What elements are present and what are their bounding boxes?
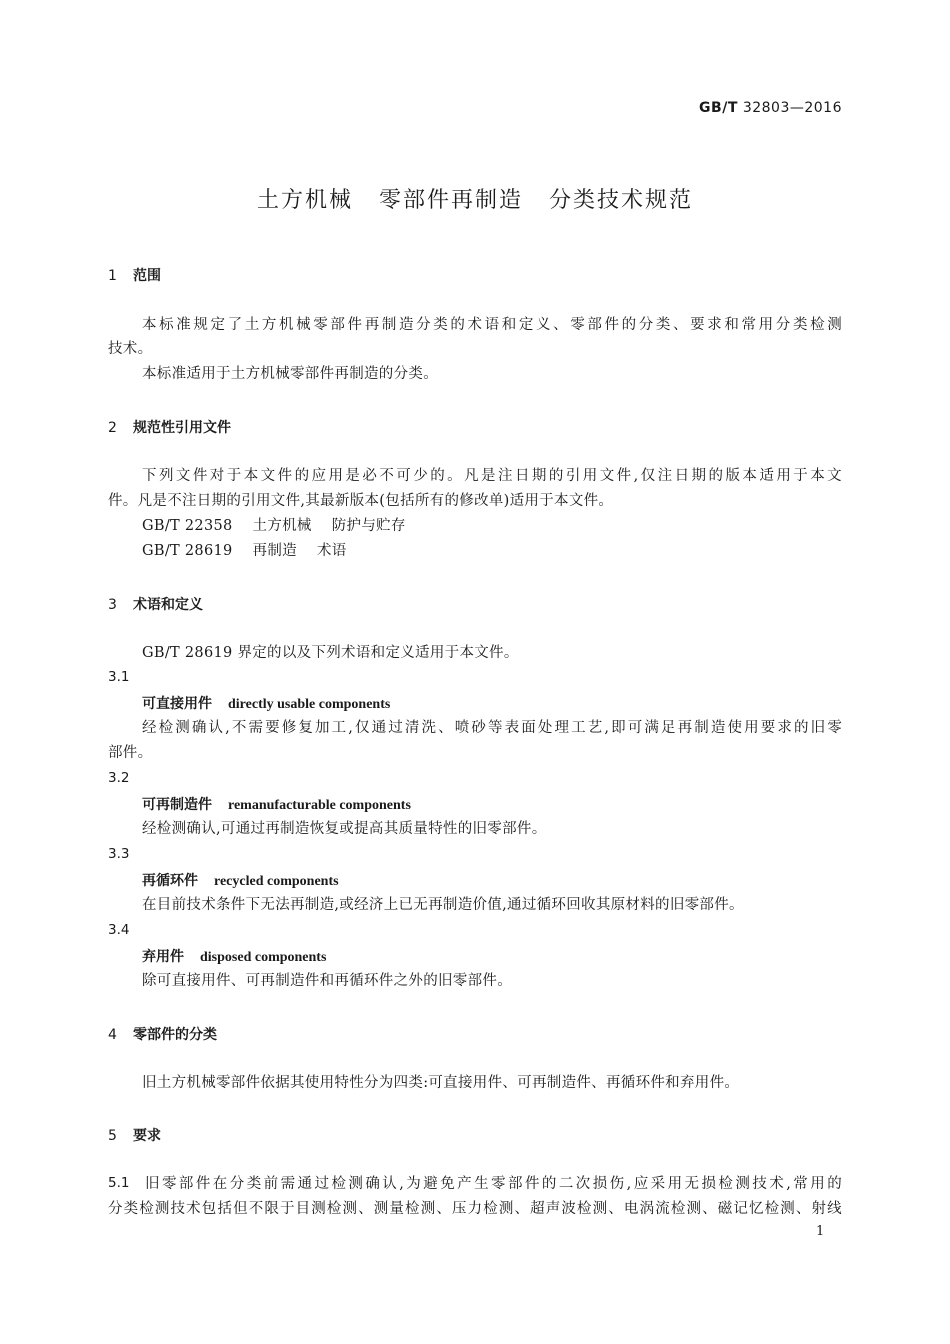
term-zh: 可再制造件 (142, 797, 212, 813)
section-title: 要求 (133, 1128, 161, 1144)
section-heading-2 (108, 417, 231, 437)
section-title: 范围 (133, 268, 161, 284)
term-zh: 再循环件 (142, 873, 198, 889)
paragraph-line: 下列文件对于本文件的应用是必不可少的。凡是注日期的引用文件,仅注日期的版本适用于本文 (142, 468, 842, 484)
paragraph-line: 件。凡是不注日期的引用文件,其最新版本(包括所有的修改单)适用于本文件。 (108, 493, 614, 509)
term-en: disposed components (200, 950, 327, 965)
term-definition: 除可直接用件、可再制造件和再循环件之外的旧零部件。 (142, 973, 512, 989)
term-definition: 经检测确认,可通过再制造恢复或提高其质量特性的旧零部件。 (142, 821, 547, 837)
reference-name: 再制造 (252, 543, 297, 559)
page-number: 1 (816, 1224, 825, 1239)
term-en: recycled components (214, 874, 339, 889)
term-en: directly usable components (228, 697, 391, 712)
term-number: 3.2 (108, 770, 130, 786)
document-title (0, 183, 950, 214)
section-heading-1 (108, 265, 161, 285)
standard-number (699, 100, 842, 116)
paragraph: GB/T 28619 界定的以及下列术语和定义适用于本文件。 (142, 645, 519, 661)
section-number: 4 (108, 1027, 117, 1043)
standard-prefix: GB/T (699, 100, 738, 116)
term-entry (142, 870, 339, 890)
term-entry (142, 693, 390, 713)
paragraph: 旧土方机械零部件依据其使用特性分为四类:可直接用件、可再制造件、再循环件和弃用件。 (142, 1075, 740, 1091)
term-number: 3.4 (108, 922, 130, 938)
section-number: 3 (108, 597, 117, 613)
section-heading-4 (108, 1024, 217, 1044)
paragraph-line: 旧零部件在分类前需通过检测确认,为避免产生零部件的二次损伤,应采用无损检测技术,常用的 (145, 1176, 842, 1192)
term-definition: 部件。 (108, 745, 153, 761)
term-definition: 经检测确认,不需要修复加工,仅通过清洗、喷砂等表面处理工艺,即可满足再制造使用要求的旧零 (142, 720, 842, 736)
paragraph-line: 本标准规定了土方机械零部件再制造分类的术语和定义、零部件的分类、要求和常用分类检测 (142, 317, 842, 333)
reference-name: 防护与贮存 (331, 518, 406, 534)
reference-code: GB/T 28619 (142, 543, 233, 559)
term-definition: 在目前技术条件下无法再制造,或经济上已无再制造价值,通过循环回收其原材料的旧零部件。 (142, 897, 744, 913)
section-number: 2 (108, 420, 117, 436)
title-part-3: 分类技术规范 (549, 188, 694, 213)
term-number: 3.3 (108, 846, 130, 862)
standard-code: 32803—2016 (742, 100, 842, 116)
section-number: 5 (108, 1128, 117, 1144)
term-en: remanufacturable components (228, 798, 411, 813)
paragraph-line: 技术。 (108, 341, 153, 357)
term-entry (142, 794, 411, 814)
clause-number: 5.1 (108, 1175, 130, 1191)
term-number: 3.1 (108, 669, 130, 685)
term-zh: 可直接用件 (142, 696, 212, 712)
term-zh: 弃用件 (142, 949, 184, 965)
title-part-1: 土方机械 (256, 188, 353, 213)
normative-reference (142, 539, 347, 563)
reference-name: 术语 (316, 543, 347, 559)
paragraph-line: 分类检测技术包括但不限于目测检测、测量检测、压力检测、超声波检测、电涡流检测、磁记忆检测、射线 (108, 1201, 842, 1217)
section-title: 零部件的分类 (133, 1027, 217, 1043)
section-heading-3 (108, 594, 203, 614)
title-part-2: 零部件再制造 (378, 188, 523, 213)
section-title: 规范性引用文件 (133, 420, 231, 436)
section-heading-5 (108, 1125, 161, 1145)
paragraph: 本标准适用于土方机械零部件再制造的分类。 (142, 366, 438, 382)
reference-code: GB/T 22358 (142, 518, 233, 534)
section-title: 术语和定义 (133, 597, 203, 613)
term-entry (142, 946, 326, 966)
reference-name: 土方机械 (252, 518, 312, 534)
section-number: 1 (108, 268, 117, 284)
normative-reference (142, 514, 406, 538)
